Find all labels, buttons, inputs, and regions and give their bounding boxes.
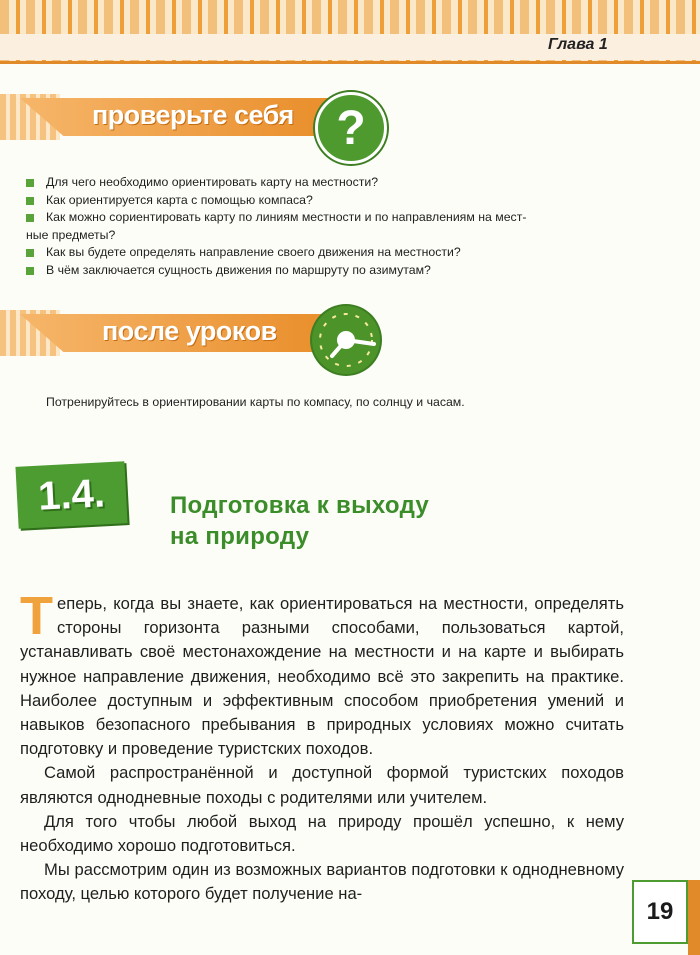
paragraph-2: Самой распространённой и доступной формой туристских походов являются однодневные походы с родителями или учителем.: [20, 763, 624, 807]
bullet-icon: [26, 179, 34, 187]
list-item: [26, 192, 636, 210]
after-lessons-banner: [0, 310, 360, 356]
question-continuation: ные предметы?: [26, 227, 116, 242]
section-number: 1.4.: [37, 470, 106, 519]
section-title: [170, 490, 550, 552]
after-lessons-title: после уроков: [102, 316, 277, 346]
bullet-icon: [26, 249, 34, 257]
list-item: [26, 262, 636, 280]
question-text: Для чего необходимо ориентировать карту на местности?: [46, 175, 379, 189]
body-text: [20, 586, 624, 907]
question-text: Как вы будете определять направление своего движения на местности?: [46, 245, 461, 259]
side-accent-bar: [688, 880, 700, 955]
bullet-icon: [26, 214, 34, 222]
drop-cap: Т: [20, 586, 53, 646]
paragraph-1: [20, 586, 624, 761]
check-yourself-banner: [0, 94, 360, 140]
paragraph-4: Мы рассмотрим один из возможных вариантов подготовки к однодневному походу, целью которого будет получение на-: [20, 860, 624, 904]
question-text: В чём заключается сущность движения по маршруту по азимутам?: [46, 262, 431, 277]
header-rule: [0, 61, 700, 64]
chapter-label: Глава 1: [548, 36, 608, 53]
clock-icon: [312, 306, 380, 374]
section-title-line2: на природу: [170, 523, 310, 550]
list-item: [26, 209, 636, 244]
paragraph-1-text: еперь, когда вы знаете, как ориентироваться на местности, определять стороны горизонта разными способами, пользоваться картой, устанавливать своё местонахождение на местности и на карте и выбирать нужное направление движения, необходимо всё это закрепить на практике. Наиболее доступным и эффективным способом приобретения умений и навыков безопасного пребывания в природных условиях можно считать подготовку и проведение туристских походов.: [20, 594, 624, 759]
page-number: 19: [632, 880, 688, 944]
bullet-icon: [26, 267, 34, 275]
section-number-badge: [15, 461, 127, 529]
list-item: [26, 174, 636, 192]
after-lessons-text: Потренируйтесь в ориентировании карты по компасу, по солнцу и часам.: [46, 395, 465, 409]
list-item: [26, 244, 636, 262]
section-title-line1: Подготовка к выходу: [170, 492, 430, 519]
question-mark-icon: ?: [315, 92, 387, 164]
paragraph-3: Для того чтобы любой выход на природу прошёл успешно, к нему необходимо хорошо подготовиться.: [20, 811, 624, 856]
question-text: Как можно сориентировать карту по линиям местности и по направлениям на мест-: [46, 210, 527, 224]
question-text: Как ориентируется карта с помощью компаса?: [46, 192, 313, 207]
question-list: [26, 174, 636, 279]
bullet-icon: [26, 197, 34, 205]
check-yourself-title: проверьте себя: [92, 100, 294, 130]
